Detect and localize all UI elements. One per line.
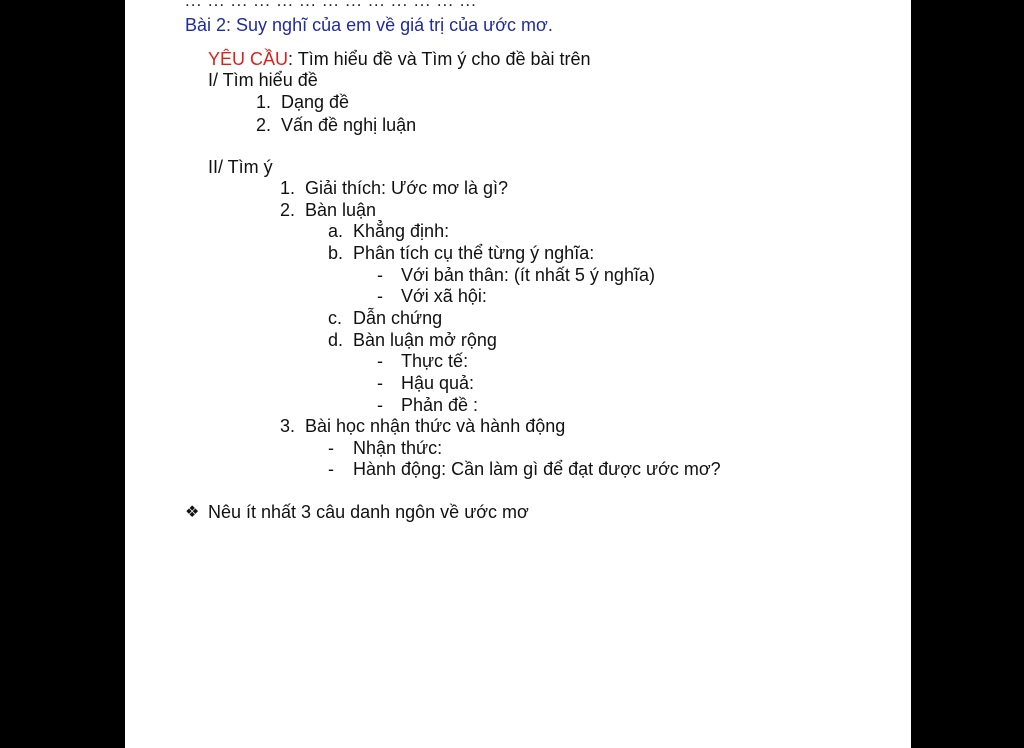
list-marker: 1. [256,92,272,112]
note-text: Nêu ít nhất 3 câu danh ngôn về ước mơ [208,502,529,522]
list-marker: b. [328,243,344,263]
list-item: Nhận thức: [353,438,443,458]
diamond-bullet-icon: ❖ [185,502,200,521]
list-item: Với bản thân: (ít nhất 5 ý nghĩa) [401,265,655,285]
list-item: Dẫn chứng [353,308,443,328]
list-item: Với xã hội: [401,286,487,306]
list-item: Phản đề : [401,395,479,415]
list-item: Khẳng định: [353,221,450,241]
list-item: Bàn luận mở rộng [353,330,497,350]
bullet-marker: - [328,459,334,479]
bullet-marker: - [377,373,383,393]
requirement-line [208,48,591,70]
list-marker: d. [328,330,344,350]
list-item: Bàn luận [305,200,377,220]
bullet-marker: - [377,265,383,285]
bullet-marker: - [328,438,334,458]
list-item: Hậu quả: [401,373,475,393]
list-item: Hành động: Cần làm gì để đạt được ước mơ? [353,459,721,479]
bullet-marker: - [377,286,383,306]
cut-off-text-line: ... ... ... ... ... ... ... ... ... ... ... ... ... [185,0,477,10]
list-marker: 3. [280,416,296,436]
bullet-marker: - [377,395,383,415]
requirement-text: : Tìm hiểu đề và Tìm ý cho đề bài trên [288,49,591,69]
list-item: Phân tích cụ thể từng ý nghĩa: [353,243,595,263]
list-marker: 2. [256,115,272,135]
list-item: Thực tế: [401,351,469,371]
section1-heading: I/ Tìm hiểu đề [208,70,318,90]
list-marker: c. [328,308,343,328]
document-page [125,0,911,748]
section2-heading: II/ Tìm ý [208,157,273,177]
list-marker: 2. [280,200,296,220]
requirement-label: YÊU CẦU [208,49,289,69]
exercise-title: Bài 2: Suy nghĩ của em về giá trị của ước mơ. [185,15,553,35]
list-item: Bài học nhận thức và hành động [305,416,566,436]
list-marker: 1. [280,178,296,198]
list-item: Giải thích: Ước mơ là gì? [305,178,509,198]
list-item: Dạng đề [281,92,350,112]
bullet-marker: - [377,351,383,371]
list-item: Vấn đề nghị luận [281,115,417,135]
list-marker: a. [328,221,344,241]
